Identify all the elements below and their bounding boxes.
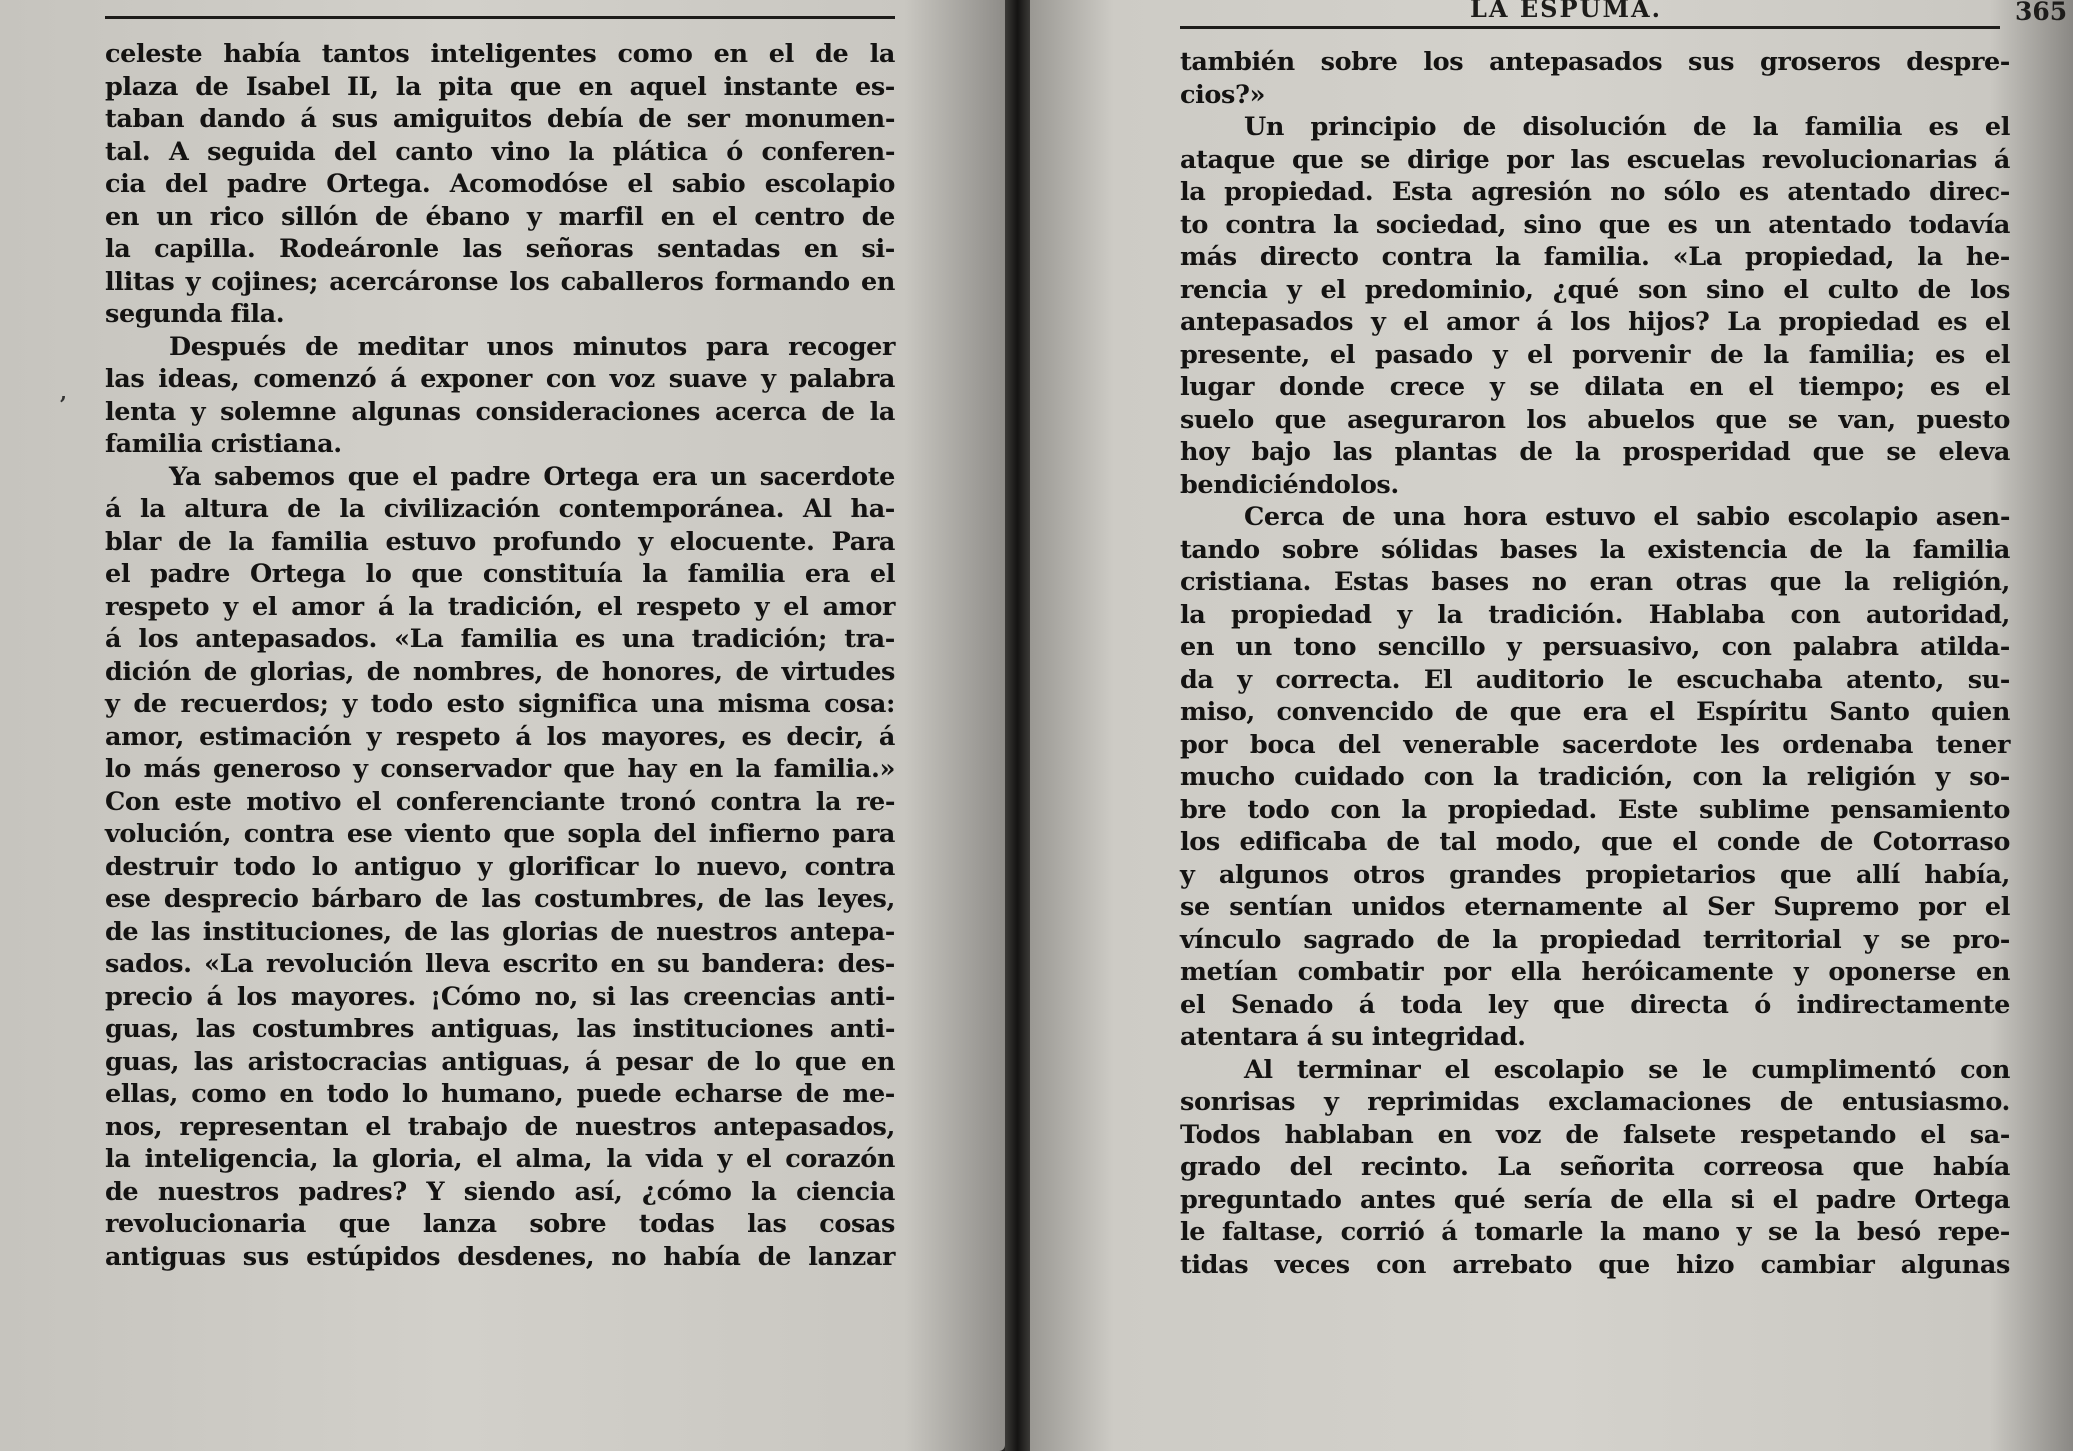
text-line: amor, estimación y respeto á los mayores, es decir, á: [105, 721, 895, 752]
text-line: volución, contra ese viento que sopla del infierno para: [105, 819, 895, 849]
text-line: grado del recinto. La señorita correosa que había: [1180, 1152, 2010, 1182]
text-line: tando sobre sólidas bases la existencia de la familia: [1180, 534, 2010, 565]
left-page: [0, 0, 1005, 1451]
page-number: 365: [2015, 0, 2068, 26]
text-line: miso, convencido de que era el Espíritu Santo quien: [1180, 697, 2010, 727]
text-line: á la altura de la civilización contemporánea. Al ha-: [105, 494, 895, 524]
text-line: por boca del venerable sacerdote les ordenaba tener: [1180, 729, 2010, 760]
text-line: segunda fila.: [105, 299, 285, 329]
text-line: precio á los mayores. ¡Cómo no, si las creencias anti-: [105, 981, 895, 1012]
text-line: le faltase, corrió á tomarle la mano y se la besó repe-: [1180, 1217, 2010, 1247]
text-line: revolucionaria que lanza sobre todas las cosas: [105, 1209, 895, 1239]
text-line: el Senado á toda ley que directa ó indirectamente: [1180, 989, 2010, 1020]
text-line: celeste había tantos inteligentes como en el de la: [105, 39, 895, 69]
text-line: de nuestros padres? Y siendo así, ¿cómo la ciencia: [105, 1176, 895, 1207]
text-line: respeto y el amor á la tradición, el respeto y el amor: [105, 591, 895, 622]
text-line: sonrisas y reprimidas exclamaciones de entusiasmo.: [1180, 1087, 2010, 1117]
text-line: la propiedad. Esta agresión no sólo es atentado direc-: [1180, 177, 2010, 207]
text-line: Ya sabemos que el padre Ortega era un sacerdote: [169, 461, 895, 492]
text-line: los edificaba de tal modo, que el conde de Cotorraso: [1180, 827, 2010, 857]
right-page-text: [1180, 46, 2010, 1281]
text-line: en un tono sencillo y persuasivo, con palabra atilda-: [1180, 632, 2010, 662]
text-line: y algunos otros grandes propietarios que allí había,: [1180, 859, 2010, 890]
text-line: vínculo sagrado de la propiedad territorial y se pro-: [1180, 924, 2010, 955]
text-line: Al terminar el escolapio se le cumplimentó con: [1244, 1054, 2010, 1085]
text-line: antepasados y el amor á los hijos? La propiedad es el: [1180, 307, 2010, 337]
text-line: nos, representan el trabajo de nuestros antepasados,: [105, 1111, 895, 1142]
text-line: atentara á su integridad.: [1180, 1022, 1526, 1052]
text-line: lenta y solemne algunas consideraciones acerca de la: [105, 396, 895, 427]
text-line: más directo contra la familia. «La propiedad, la he-: [1180, 242, 2010, 272]
text-line: cios?»: [1180, 79, 1266, 110]
text-line: se sentían unidos eternamente al Ser Supremo por el: [1180, 892, 2010, 922]
text-line: cristiana. Estas bases no eran otras que la religión,: [1180, 567, 2010, 597]
text-line: ellas, como en todo lo humano, puede echarse de me-: [105, 1079, 895, 1109]
text-line: tidas veces con arrebato que hizo cambiar algunas: [1180, 1249, 2010, 1280]
left-page-text: [105, 38, 895, 1273]
text-line: y de recuerdos; y todo esto significa una misma cosa:: [105, 689, 895, 719]
text-line: dición de glorias, de nombres, de honores, de virtudes: [105, 656, 895, 687]
text-line: la propiedad y la tradición. Hablaba con autoridad,: [1180, 599, 2010, 630]
text-line: hoy bajo las plantas de la prosperidad que se eleva: [1180, 437, 2010, 467]
text-line: lo más generoso y conservador que hay en la familia.»: [105, 754, 895, 784]
text-line: rencia y el predominio, ¿qué son sino el culto de los: [1180, 274, 2010, 305]
text-line: tal. A seguida del canto vino la plática ó conferen-: [105, 136, 895, 167]
text-line: guas, las costumbres antiguas, las instituciones anti-: [105, 1014, 895, 1044]
margin-mark: ,: [60, 380, 67, 404]
text-line: mucho cuidado con la tradición, con la religión y so-: [1180, 762, 2010, 792]
header-rule: [1180, 26, 2000, 29]
text-line: la inteligencia, la gloria, el alma, la vida y el corazón: [105, 1144, 895, 1174]
text-line: bendiciéndolos.: [1180, 469, 1399, 500]
text-line: da y correcta. El auditorio le escuchaba atento, su-: [1180, 664, 2010, 695]
text-line: metían combatir por ella heróicamente y oponerse en: [1180, 957, 2010, 987]
text-line: sados. «La revolución lleva escrito en su bandera: des-: [105, 949, 895, 979]
text-line: llitas y cojines; acercáronse los caballeros formando en: [105, 266, 895, 297]
text-line: suelo que aseguraron los abuelos que se van, puesto: [1180, 404, 2010, 435]
text-line: destruir todo lo antiguo y glorificar lo nuevo, contra: [105, 851, 895, 882]
text-line: Cerca de una hora estuvo el sabio escolapio asen-: [1244, 502, 2010, 532]
text-line: lugar donde crece y se dilata en el tiempo; es el: [1180, 372, 2010, 402]
text-line: to contra la sociedad, sino que es un atentado todavía: [1180, 209, 2010, 240]
text-line: Todos hablaban en voz de falsete respetando el sa-: [1180, 1119, 2010, 1150]
text-line: antiguas sus estúpidos desdenes, no había de lanzar: [105, 1241, 895, 1272]
right-page: [1030, 0, 2073, 1451]
header-rule: [105, 16, 895, 19]
text-line: preguntado antes qué sería de ella si el padre Ortega: [1180, 1184, 2010, 1215]
text-line: también sobre los antepasados sus groseros despre-: [1180, 47, 2010, 77]
text-line: Después de meditar unos minutos para recoger: [169, 331, 895, 362]
running-title: LA ESPUMA.: [1470, 0, 1662, 23]
text-line: Un principio de disolución de la familia es el: [1244, 112, 2010, 142]
text-line: plaza de Isabel II, la pita que en aquel instante es-: [105, 71, 895, 102]
text-line: cia del padre Ortega. Acomodóse el sabio escolapio: [105, 169, 895, 199]
text-line: Con este motivo el conferenciante tronó contra la re-: [105, 786, 895, 817]
text-line: presente, el pasado y el porvenir de la familia; es el: [1180, 339, 2010, 370]
book-gutter: [1005, 0, 1030, 1451]
text-line: en un rico sillón de ébano y marfil en el centro de: [105, 201, 895, 232]
text-line: las ideas, comenzó á exponer con voz suave y palabra: [105, 364, 895, 394]
text-line: guas, las aristocracias antiguas, á pesar de lo que en: [105, 1046, 895, 1077]
text-line: ataque que se dirige por las escuelas revolucionarias á: [1180, 144, 2010, 175]
text-line: de las instituciones, de las glorias de nuestros antepa-: [105, 916, 895, 947]
text-line: familia cristiana.: [105, 429, 342, 459]
text-line: la capilla. Rodeáronle las señoras sentadas en si-: [105, 234, 895, 264]
text-line: á los antepasados. «La familia es una tradición; tra-: [105, 624, 895, 654]
text-line: blar de la familia estuvo profundo y elocuente. Para: [105, 526, 895, 557]
text-line: taban dando á sus amiguitos debía de ser monumen-: [105, 104, 895, 134]
text-line: ese desprecio bárbaro de las costumbres, de las leyes,: [105, 884, 895, 914]
text-line: bre todo con la propiedad. Este sublime pensamiento: [1180, 794, 2010, 825]
text-line: el padre Ortega lo que constituía la familia era el: [105, 559, 895, 589]
